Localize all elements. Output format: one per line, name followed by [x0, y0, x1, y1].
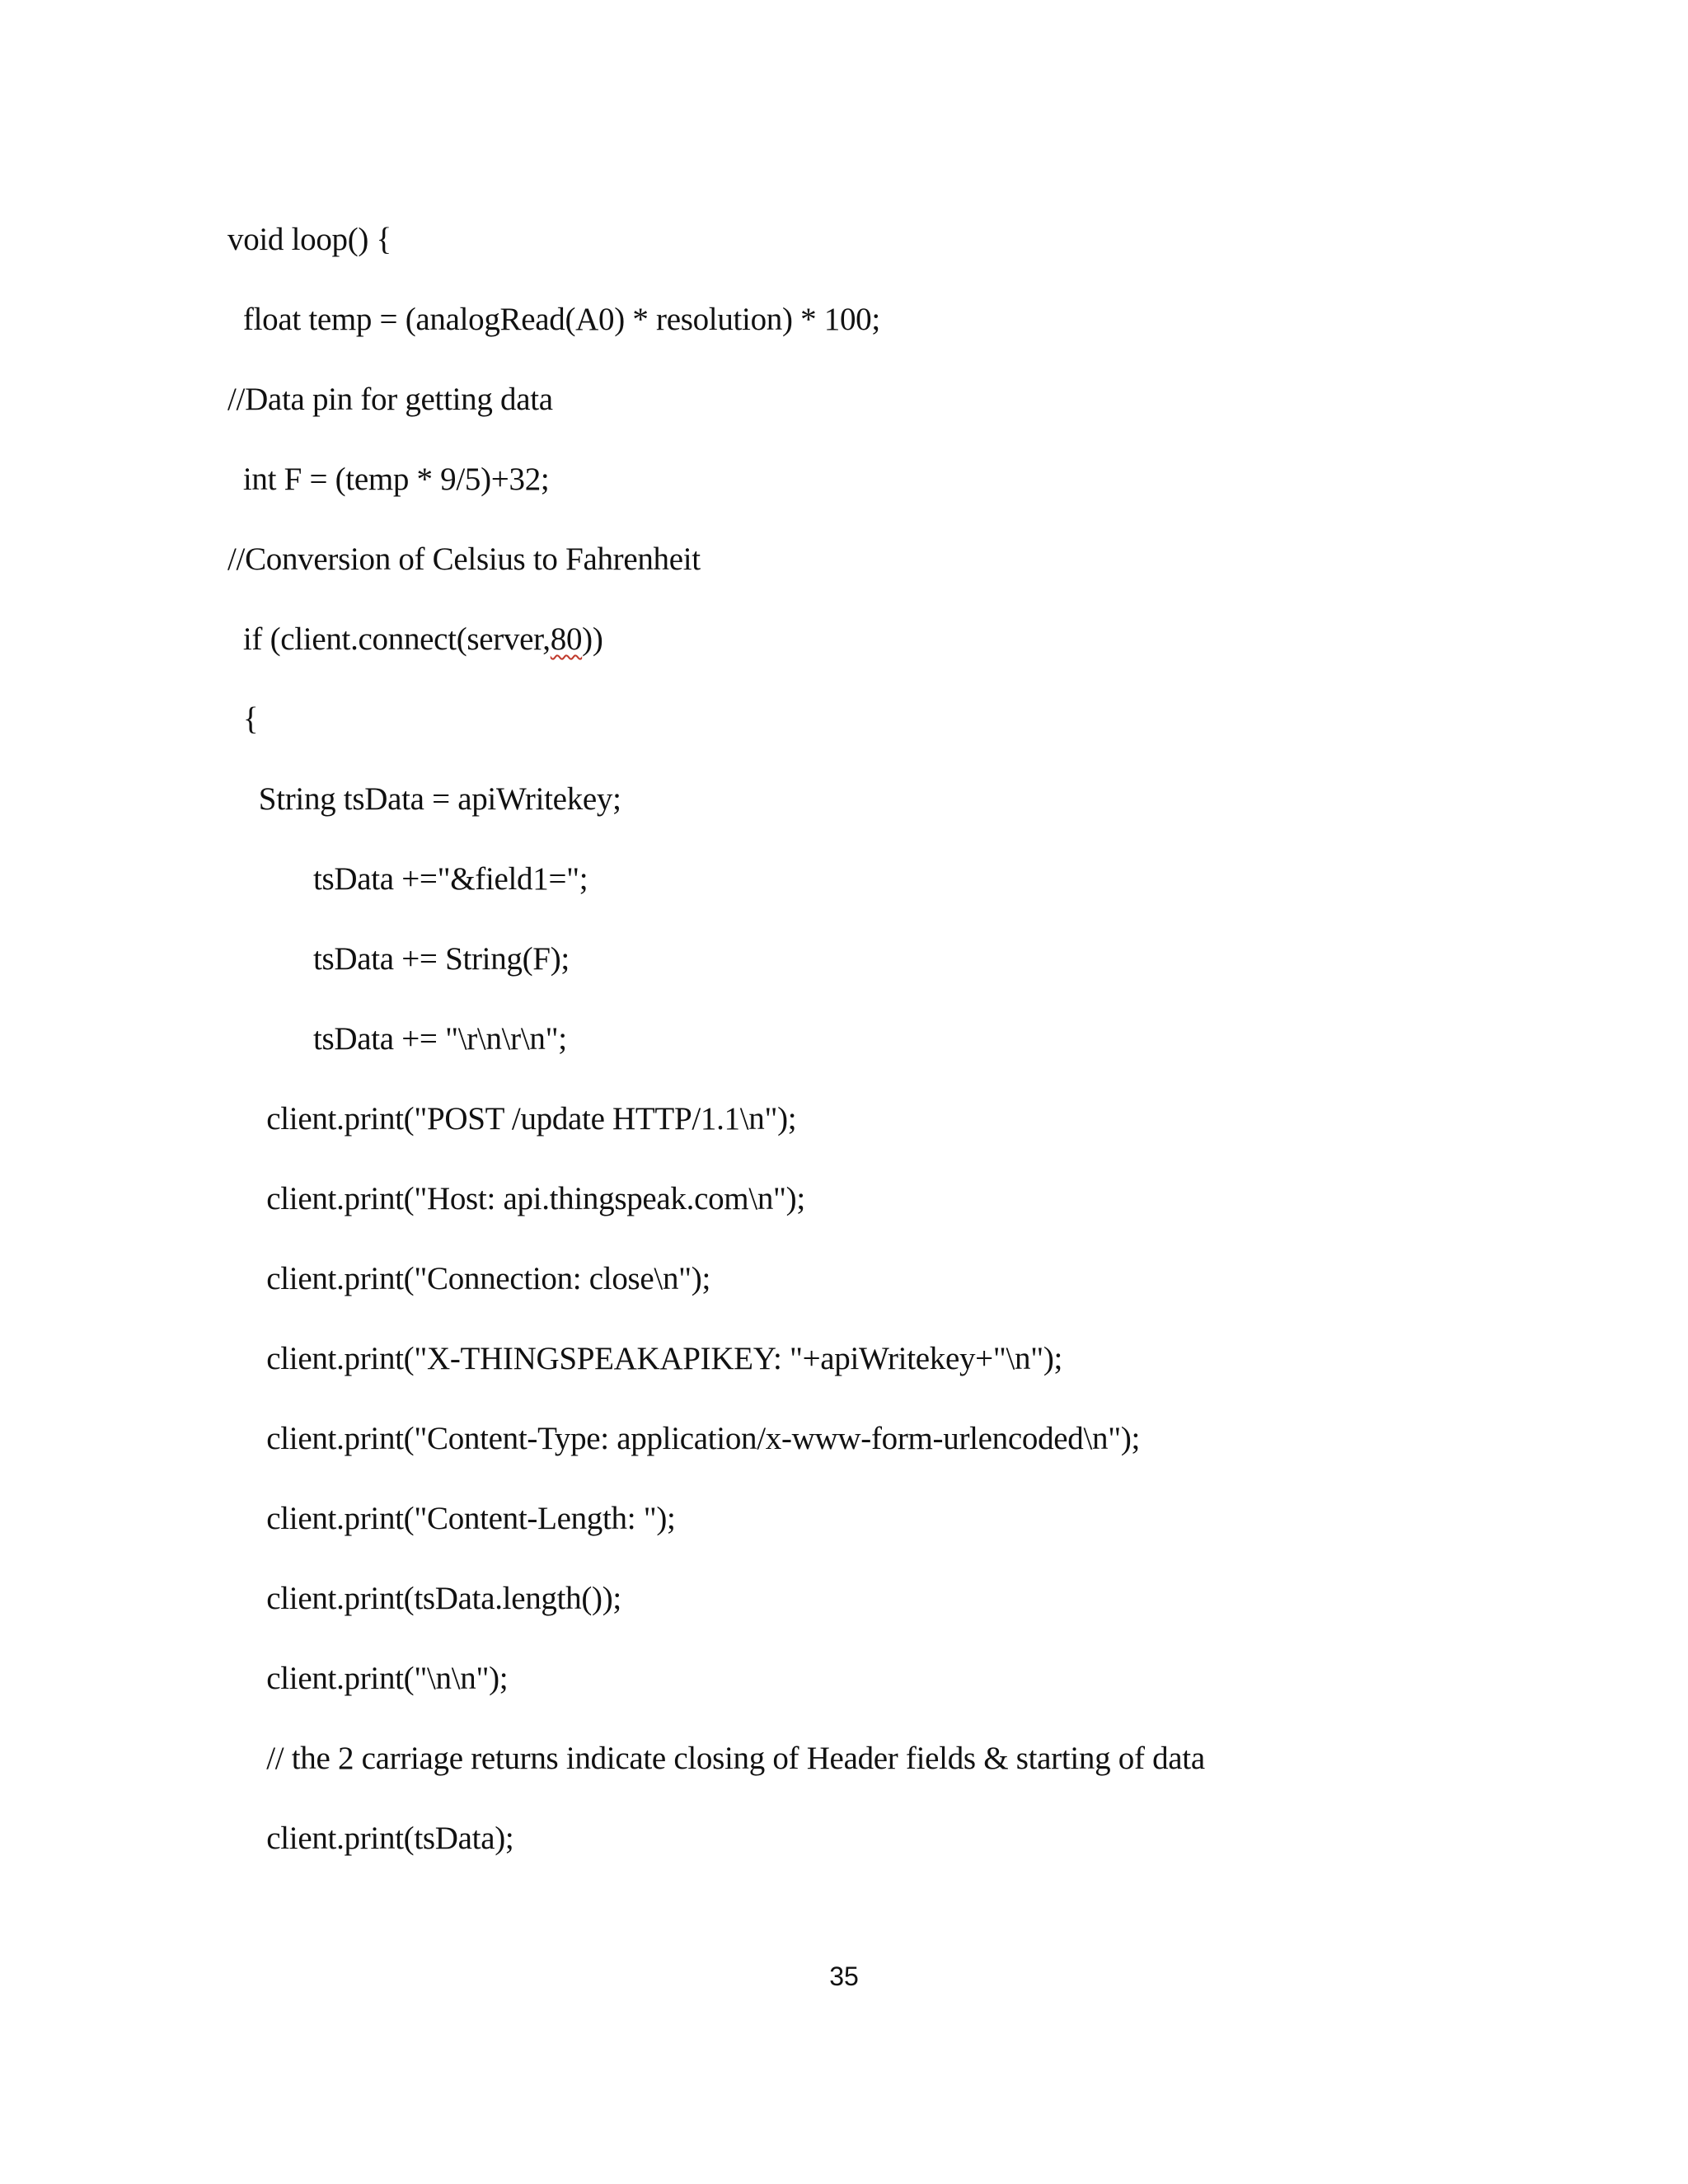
code-line-13: client.print("Host: api.thingspeak.com\n");	[227, 1181, 805, 1216]
code-line-8: String tsData = apiWritekey;	[227, 781, 621, 817]
code-line-7: {	[227, 701, 259, 737]
code-line-11: tsData += "\r\n\r\n";	[227, 1021, 567, 1057]
spellcheck-squiggle: 80	[550, 621, 583, 657]
code-line-12: client.print("POST /update HTTP/1.1\n");	[227, 1101, 797, 1137]
code-line-16: client.print("Content-Type: application/x-www-form-urlencoded\n");	[227, 1421, 1141, 1456]
code-line-15: client.print("X-THINGSPEAKAPIKEY: "+apiWritekey+"\n");	[227, 1341, 1063, 1376]
code-line-6-tail: ))	[582, 621, 603, 657]
code-line-3: //Data pin for getting data	[227, 382, 553, 417]
code-line-2: float temp = (analogRead(A0) * resolution) * 100;	[227, 302, 880, 337]
code-line-6-head: if (client.connect(server,	[227, 621, 551, 657]
code-line-14: client.print("Connection: close\n");	[227, 1261, 710, 1296]
code-line-10: tsData += String(F);	[227, 941, 570, 977]
code-line-18: client.print(tsData.length());	[227, 1581, 621, 1616]
code-line-5: //Conversion of Celsius to Fahrenheit	[227, 541, 701, 577]
code-line-1: void loop() {	[227, 222, 392, 257]
code-line-9: tsData +="&field1=";	[227, 861, 588, 897]
page-number: 35	[829, 1961, 859, 1991]
code-line-6	[227, 621, 603, 658]
code-line-21: client.print(tsData);	[227, 1821, 514, 1856]
code-line-17: client.print("Content-Length: ");	[227, 1501, 676, 1536]
code-line-19: client.print("\n\n");	[227, 1661, 509, 1696]
code-line-20: // the 2 carriage returns indicate closing of Header fields & starting of data	[227, 1741, 1205, 1776]
code-line-4: int F = (temp * 9/5)+32;	[227, 462, 550, 497]
